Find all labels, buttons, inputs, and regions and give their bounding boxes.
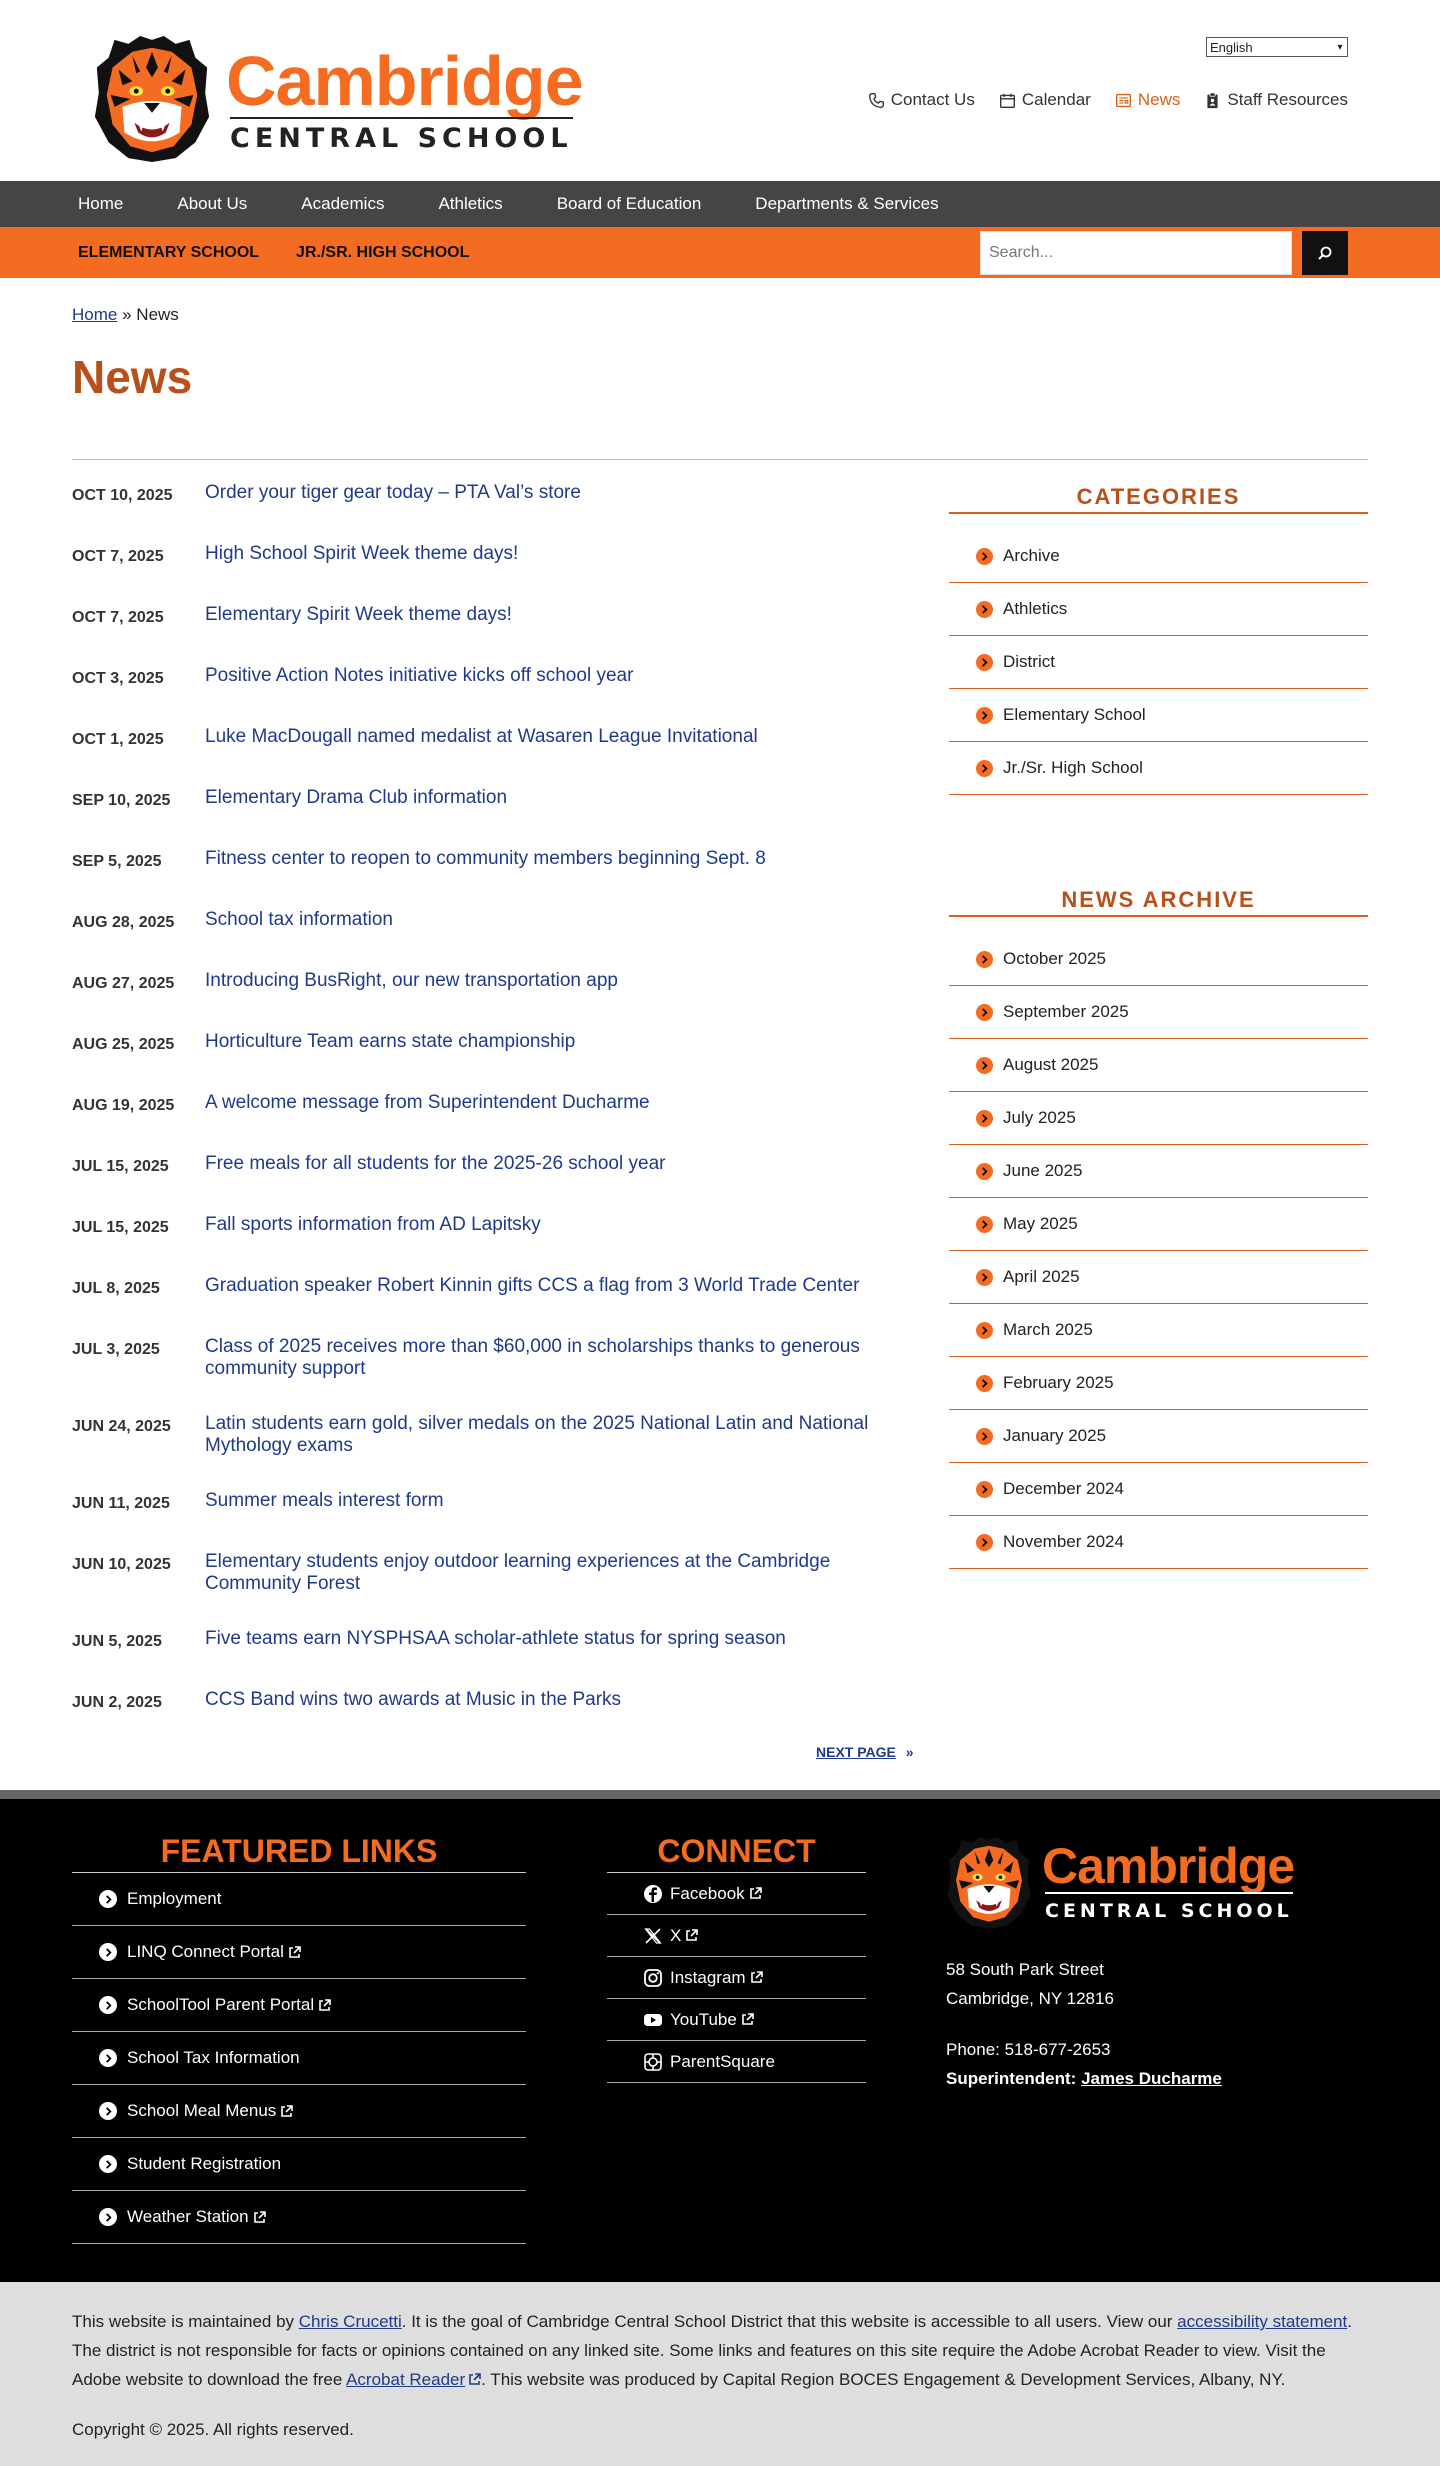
news-date: JUN 5, 2025 — [72, 1633, 162, 1650]
chevron-right-icon — [976, 707, 993, 724]
search-placeholder: Search... — [989, 244, 1054, 261]
nav-board-of-education[interactable]: Board of Education — [556, 194, 702, 213]
chevron-right-icon — [99, 2102, 117, 2120]
sidebar-item[interactable] — [949, 1145, 1368, 1198]
sidebar-item-label: September 2025 — [1003, 1002, 1129, 1021]
footer-logo-name: Cambridge — [1042, 1838, 1295, 1894]
social-link-label: Facebook — [670, 1883, 745, 1903]
news-title-link[interactable]: Introducing BusRight, our new transportation app — [205, 970, 618, 991]
featured-link[interactable] — [72, 2085, 526, 2138]
next-page-label: NEXT PAGE — [816, 1744, 896, 1760]
news-row — [72, 1551, 912, 1628]
social-link-facebook[interactable] — [607, 1873, 866, 1915]
news-label: News — [1137, 90, 1181, 109]
chevron-right-icon — [976, 951, 993, 968]
news-title-link[interactable]: Free meals for all students for the 2025-26 school year — [205, 1153, 666, 1174]
sidebar-item-label: Elementary School — [1003, 705, 1146, 724]
news-row — [72, 1689, 912, 1750]
sidebar-item-label: April 2025 — [1003, 1267, 1080, 1286]
sidebar-item[interactable] — [949, 1410, 1368, 1463]
sidebar-item-label: June 2025 — [1003, 1161, 1083, 1180]
nav-jr-sr-high-school[interactable]: JR./SR. HIGH SCHOOL — [296, 243, 470, 261]
external-link-icon — [749, 1887, 762, 1900]
footer-logo[interactable] — [946, 1835, 1366, 1931]
language-select[interactable] — [1206, 37, 1348, 57]
news-date: JUN 11, 2025 — [72, 1495, 170, 1512]
news-date: JUL 8, 2025 — [72, 1280, 160, 1297]
news-title-link[interactable]: Positive Action Notes initiative kicks off school year — [205, 665, 634, 686]
news-link[interactable] — [1115, 90, 1181, 110]
legal-notice — [0, 2282, 1440, 2466]
search-button[interactable] — [1302, 231, 1348, 275]
footer-logo-subtitle: CENTRAL SCHOOL — [1045, 1892, 1293, 1926]
news-title-link[interactable]: Order your tiger gear today – PTA Val’s store — [205, 482, 581, 503]
categories-panel — [949, 484, 1368, 795]
sidebar-item[interactable] — [949, 636, 1368, 689]
sidebar-item[interactable] — [949, 1357, 1368, 1410]
external-link-icon — [253, 2211, 266, 2224]
featured-link[interactable] — [72, 1873, 526, 1926]
news-row — [72, 482, 912, 543]
featured-link[interactable] — [72, 2191, 526, 2244]
news-title-link[interactable]: Five teams earn NYSPHSAA scholar-athlete status for spring season — [205, 1628, 786, 1649]
chevron-down-icon: ▾ — [1337, 41, 1343, 53]
external-link-icon — [280, 2105, 293, 2118]
news-date: JUN 24, 2025 — [72, 1418, 171, 1435]
news-date: AUG 27, 2025 — [72, 975, 175, 992]
featured-link[interactable] — [72, 2138, 526, 2191]
featured-link-label: SchoolTool Parent Portal — [127, 1995, 315, 2014]
featured-link[interactable] — [72, 2032, 526, 2085]
news-row — [72, 1490, 912, 1551]
newspaper-icon — [1115, 92, 1132, 109]
sidebar-item-label: District — [1003, 652, 1055, 671]
site-header — [0, 0, 1440, 181]
news-title-link[interactable]: Graduation speaker Robert Kinnin gifts CCS a flag from 3 World Trade Center — [205, 1275, 860, 1296]
news-date: OCT 7, 2025 — [72, 548, 164, 565]
tiger-mascot-icon — [946, 1835, 1032, 1931]
logo-subtitle: CENTRAL SCHOOL — [230, 117, 573, 154]
featured-link-label: Employment — [127, 1889, 222, 1908]
news-date: OCT 3, 2025 — [72, 670, 164, 687]
phone-icon — [868, 92, 885, 109]
chevron-right-icon — [976, 654, 993, 671]
external-link-icon — [750, 1971, 763, 1984]
news-archive-title: NEWS ARCHIVE — [949, 887, 1368, 917]
search-input[interactable] — [980, 231, 1292, 275]
news-row — [72, 909, 912, 970]
news-title-link[interactable]: Elementary Spirit Week theme days! — [205, 604, 512, 625]
acrobat-reader-label: Acrobat Reader — [346, 2370, 466, 2389]
address-street: 58 South Park Street — [946, 1960, 1104, 1979]
social-link-label: X — [670, 1925, 682, 1945]
sidebar-item-label: August 2025 — [1003, 1055, 1099, 1074]
sidebar-item-label: Athletics — [1003, 599, 1068, 618]
sidebar-item[interactable] — [949, 1463, 1368, 1516]
social-link-label: YouTube — [670, 2009, 737, 2029]
news-date: OCT 10, 2025 — [72, 487, 173, 504]
news-list — [72, 482, 912, 1750]
chevron-right-icon — [99, 1996, 117, 2014]
sidebar-item[interactable] — [949, 689, 1368, 742]
news-date: JUL 15, 2025 — [72, 1219, 169, 1236]
news-date: JUN 10, 2025 — [72, 1556, 171, 1573]
superintendent-label: Superintendent: — [946, 2069, 1077, 2088]
sidebar-item-label: May 2025 — [1003, 1214, 1078, 1233]
categories-title: CATEGORIES — [949, 484, 1368, 514]
sidebar-item-label: Archive — [1003, 546, 1060, 565]
news-title-link[interactable]: Fall sports information from AD Lapitsky — [205, 1214, 541, 1235]
utility-links — [868, 90, 1348, 110]
news-date: SEP 5, 2025 — [72, 853, 162, 870]
featured-link-label: LINQ Connect Portal — [127, 1942, 284, 1961]
school-nav — [0, 227, 1440, 278]
contact-us-label: Contact Us — [890, 90, 975, 109]
breadcrumb — [72, 305, 179, 325]
breadcrumb-current: News — [136, 305, 179, 324]
sidebar-item[interactable] — [949, 1198, 1368, 1251]
news-row — [72, 1214, 912, 1275]
sidebar-item[interactable] — [949, 1251, 1368, 1304]
chevron-right-icon — [976, 1481, 993, 1498]
external-link-icon — [685, 1929, 698, 1942]
news-date: JUL 3, 2025 — [72, 1341, 160, 1358]
external-link-icon — [288, 1946, 301, 1959]
sidebar-item[interactable] — [949, 583, 1368, 636]
next-page-arrow: » — [905, 1744, 914, 1760]
sidebar-item[interactable] — [949, 530, 1368, 583]
news-title-link[interactable]: CCS Band wins two awards at Music in the Parks — [205, 1689, 622, 1710]
featured-links — [72, 1833, 526, 2244]
chevron-right-icon — [976, 1216, 993, 1233]
chevron-right-icon — [99, 2049, 117, 2067]
staff-resources-link[interactable] — [1204, 90, 1348, 110]
calendar-label: Calendar — [1021, 90, 1091, 109]
chevron-right-icon — [976, 1322, 993, 1339]
legal-text-3: . The district is not responsible for facts or opinions contained on any linked site. Some links and features on this site require the Adobe Acrobat Reader to view. Visit the Adobe website to download the free — [72, 2312, 1352, 2389]
sidebar-item-label: February 2025 — [1003, 1373, 1114, 1392]
logo-name: Cambridge — [226, 41, 583, 120]
news-date: OCT 7, 2025 — [72, 609, 164, 626]
breadcrumb-home[interactable]: Home — [72, 305, 118, 324]
chevron-right-icon — [99, 2155, 117, 2173]
social-link-x[interactable] — [607, 1915, 866, 1957]
featured-link[interactable] — [72, 1979, 526, 2032]
sidebar-item[interactable] — [949, 1304, 1368, 1357]
maintainer-link[interactable]: Chris Crucetti — [298, 2312, 402, 2331]
chevron-right-icon — [99, 2208, 117, 2226]
sidebar-item-label: October 2025 — [1003, 949, 1107, 968]
featured-link-label: Weather Station — [127, 2207, 249, 2226]
chevron-right-icon — [976, 1110, 993, 1127]
accessibility-statement-link[interactable]: accessibility statement — [1177, 2312, 1348, 2331]
social-link-label: Instagram — [670, 1967, 746, 1987]
news-row — [72, 665, 912, 726]
site-logo[interactable] — [92, 34, 583, 164]
news-title-link[interactable]: Summer meals interest form — [205, 1490, 444, 1511]
address-city: Cambridge, NY 12816 — [946, 1989, 1114, 2008]
calendar-link[interactable] — [999, 90, 1091, 110]
sidebar-item[interactable] — [949, 1516, 1368, 1569]
news-row — [72, 604, 912, 665]
instagram-icon — [643, 1968, 663, 1988]
chevron-right-icon — [976, 1428, 993, 1445]
news-row — [72, 1092, 912, 1153]
news-row — [72, 970, 912, 1031]
chevron-right-icon — [99, 1890, 117, 1908]
content-divider — [72, 459, 1368, 460]
breadcrumb-separator: » — [122, 305, 132, 324]
news-archive-panel — [949, 887, 1368, 1569]
legal-text-4: . This website was produced by Capital Region BOCES Engagement & Development Services, Albany, NY. — [481, 2370, 1286, 2389]
sidebar-item-label: January 2025 — [1003, 1426, 1107, 1445]
sidebar-item[interactable] — [949, 1092, 1368, 1145]
nav-athletics[interactable]: Athletics — [438, 194, 503, 213]
language-selected: English — [1210, 39, 1253, 55]
parentsquare-icon — [643, 2052, 663, 2072]
news-title-link[interactable]: Luke MacDougall named medalist at Wasaren League Invitational — [205, 726, 758, 747]
chevron-right-icon — [976, 1057, 993, 1074]
sidebar-item[interactable] — [949, 986, 1368, 1039]
social-link-parentsquare[interactable] — [607, 2041, 866, 2083]
main-nav — [0, 181, 1440, 227]
footer-divider — [0, 1790, 1440, 1799]
social-link-instagram[interactable] — [607, 1957, 866, 1999]
news-row — [72, 543, 912, 604]
chevron-right-icon — [976, 1269, 993, 1286]
news-row — [72, 787, 912, 848]
social-link-label: ParentSquare — [670, 2051, 775, 2071]
featured-links-title: FEATURED LINKS — [72, 1833, 526, 1873]
x-icon — [643, 1926, 663, 1946]
news-date: AUG 28, 2025 — [72, 914, 175, 931]
external-link-icon — [468, 2373, 481, 2386]
nav-about-us[interactable]: About Us — [177, 194, 248, 213]
sidebar-item[interactable] — [949, 742, 1368, 795]
news-date: SEP 10, 2025 — [72, 792, 171, 809]
search-icon — [1317, 245, 1333, 261]
superintendent-link[interactable]: James Ducharme — [1081, 2069, 1222, 2088]
news-title-link[interactable]: School tax information — [205, 909, 393, 930]
chevron-right-icon — [976, 760, 993, 777]
external-link-icon — [318, 1999, 331, 2012]
chevron-right-icon — [976, 1534, 993, 1551]
social-link-youtube[interactable] — [607, 1999, 866, 2041]
nav-elementary-school[interactable]: ELEMENTARY SCHOOL — [78, 243, 260, 261]
sidebar-item-label: November 2024 — [1003, 1532, 1124, 1551]
connect-title: CONNECT — [607, 1833, 866, 1873]
sidebar-item-label: July 2025 — [1003, 1108, 1076, 1127]
site-footer — [0, 1799, 1440, 2282]
news-date: JUL 15, 2025 — [72, 1158, 169, 1175]
news-title-link[interactable]: Class of 2025 receives more than $60,000 in scholarships thanks to generous community support — [205, 1336, 860, 1379]
page-title: News — [72, 351, 193, 403]
news-row — [72, 1275, 912, 1336]
copyright: Copyright © 2025. All rights reserved. — [72, 2420, 354, 2439]
news-row — [72, 1336, 912, 1413]
acrobat-reader-link[interactable] — [346, 2370, 481, 2389]
news-title-link[interactable]: High School Spirit Week theme days! — [205, 543, 519, 564]
chevron-right-icon — [99, 1943, 117, 1961]
chevron-right-icon — [976, 601, 993, 618]
legal-text-1: This website is maintained by — [72, 2312, 299, 2331]
nav-academics[interactable]: Academics — [301, 194, 385, 213]
news-row — [72, 848, 912, 909]
nav-home[interactable]: Home — [78, 194, 124, 213]
chevron-right-icon — [976, 548, 993, 565]
news-date: AUG 25, 2025 — [72, 1036, 175, 1053]
featured-link-label: School Tax Information — [127, 2048, 300, 2067]
next-page-link[interactable] — [816, 1744, 914, 1760]
news-title-link[interactable]: Elementary Drama Club information — [205, 787, 508, 808]
news-date: JUN 2, 2025 — [72, 1694, 162, 1711]
featured-link[interactable] — [72, 1926, 526, 1979]
sidebar-item-label: Jr./Sr. High School — [1003, 758, 1143, 777]
youtube-icon — [643, 2010, 663, 2030]
chevron-right-icon — [976, 1375, 993, 1392]
news-title-link[interactable]: Horticulture Team earns state championship — [205, 1031, 576, 1052]
sidebar-item[interactable] — [949, 1039, 1368, 1092]
news-row — [72, 1628, 912, 1689]
news-title-link[interactable]: Fitness center to reopen to community members beginning Sept. 8 — [205, 848, 766, 869]
featured-link-label: School Meal Menus — [127, 2101, 277, 2120]
sidebar-item-label: December 2024 — [1003, 1479, 1124, 1498]
chevron-right-icon — [976, 1004, 993, 1021]
connect-links — [607, 1833, 866, 2083]
tiger-mascot-icon — [92, 34, 212, 164]
news-date: AUG 19, 2025 — [72, 1097, 175, 1114]
featured-link-label: Student Registration — [127, 2154, 282, 2173]
clipboard-icon — [1204, 92, 1221, 109]
contact-info — [946, 1835, 1366, 2093]
chevron-right-icon — [976, 1163, 993, 1180]
news-row — [72, 726, 912, 787]
address-phone: Phone: 518-677-2653 — [946, 2040, 1111, 2059]
external-link-icon — [741, 2013, 754, 2026]
news-title-link[interactable]: Latin students earn gold, silver medals on the 2025 National Latin and National Mythology exams — [205, 1413, 869, 1456]
calendar-icon — [999, 92, 1016, 109]
sidebar-item-label: March 2025 — [1003, 1320, 1093, 1339]
news-row — [72, 1413, 912, 1490]
news-row — [72, 1153, 912, 1214]
facebook-icon — [643, 1884, 663, 1904]
staff-resources-label: Staff Resources — [1227, 90, 1348, 109]
sidebar-item[interactable] — [949, 933, 1368, 986]
nav-departments-services[interactable]: Departments & Services — [755, 194, 939, 213]
news-title-link[interactable]: Elementary students enjoy outdoor learning experiences at the Cambridge Community Forest — [205, 1551, 831, 1594]
legal-text-2: . It is the goal of Cambridge Central School District that this website is accessible to all users. View our — [401, 2312, 1178, 2331]
contact-us-link[interactable] — [868, 90, 975, 110]
news-row — [72, 1031, 912, 1092]
news-title-link[interactable]: A welcome message from Superintendent Ducharme — [205, 1092, 650, 1113]
news-date: OCT 1, 2025 — [72, 731, 164, 748]
